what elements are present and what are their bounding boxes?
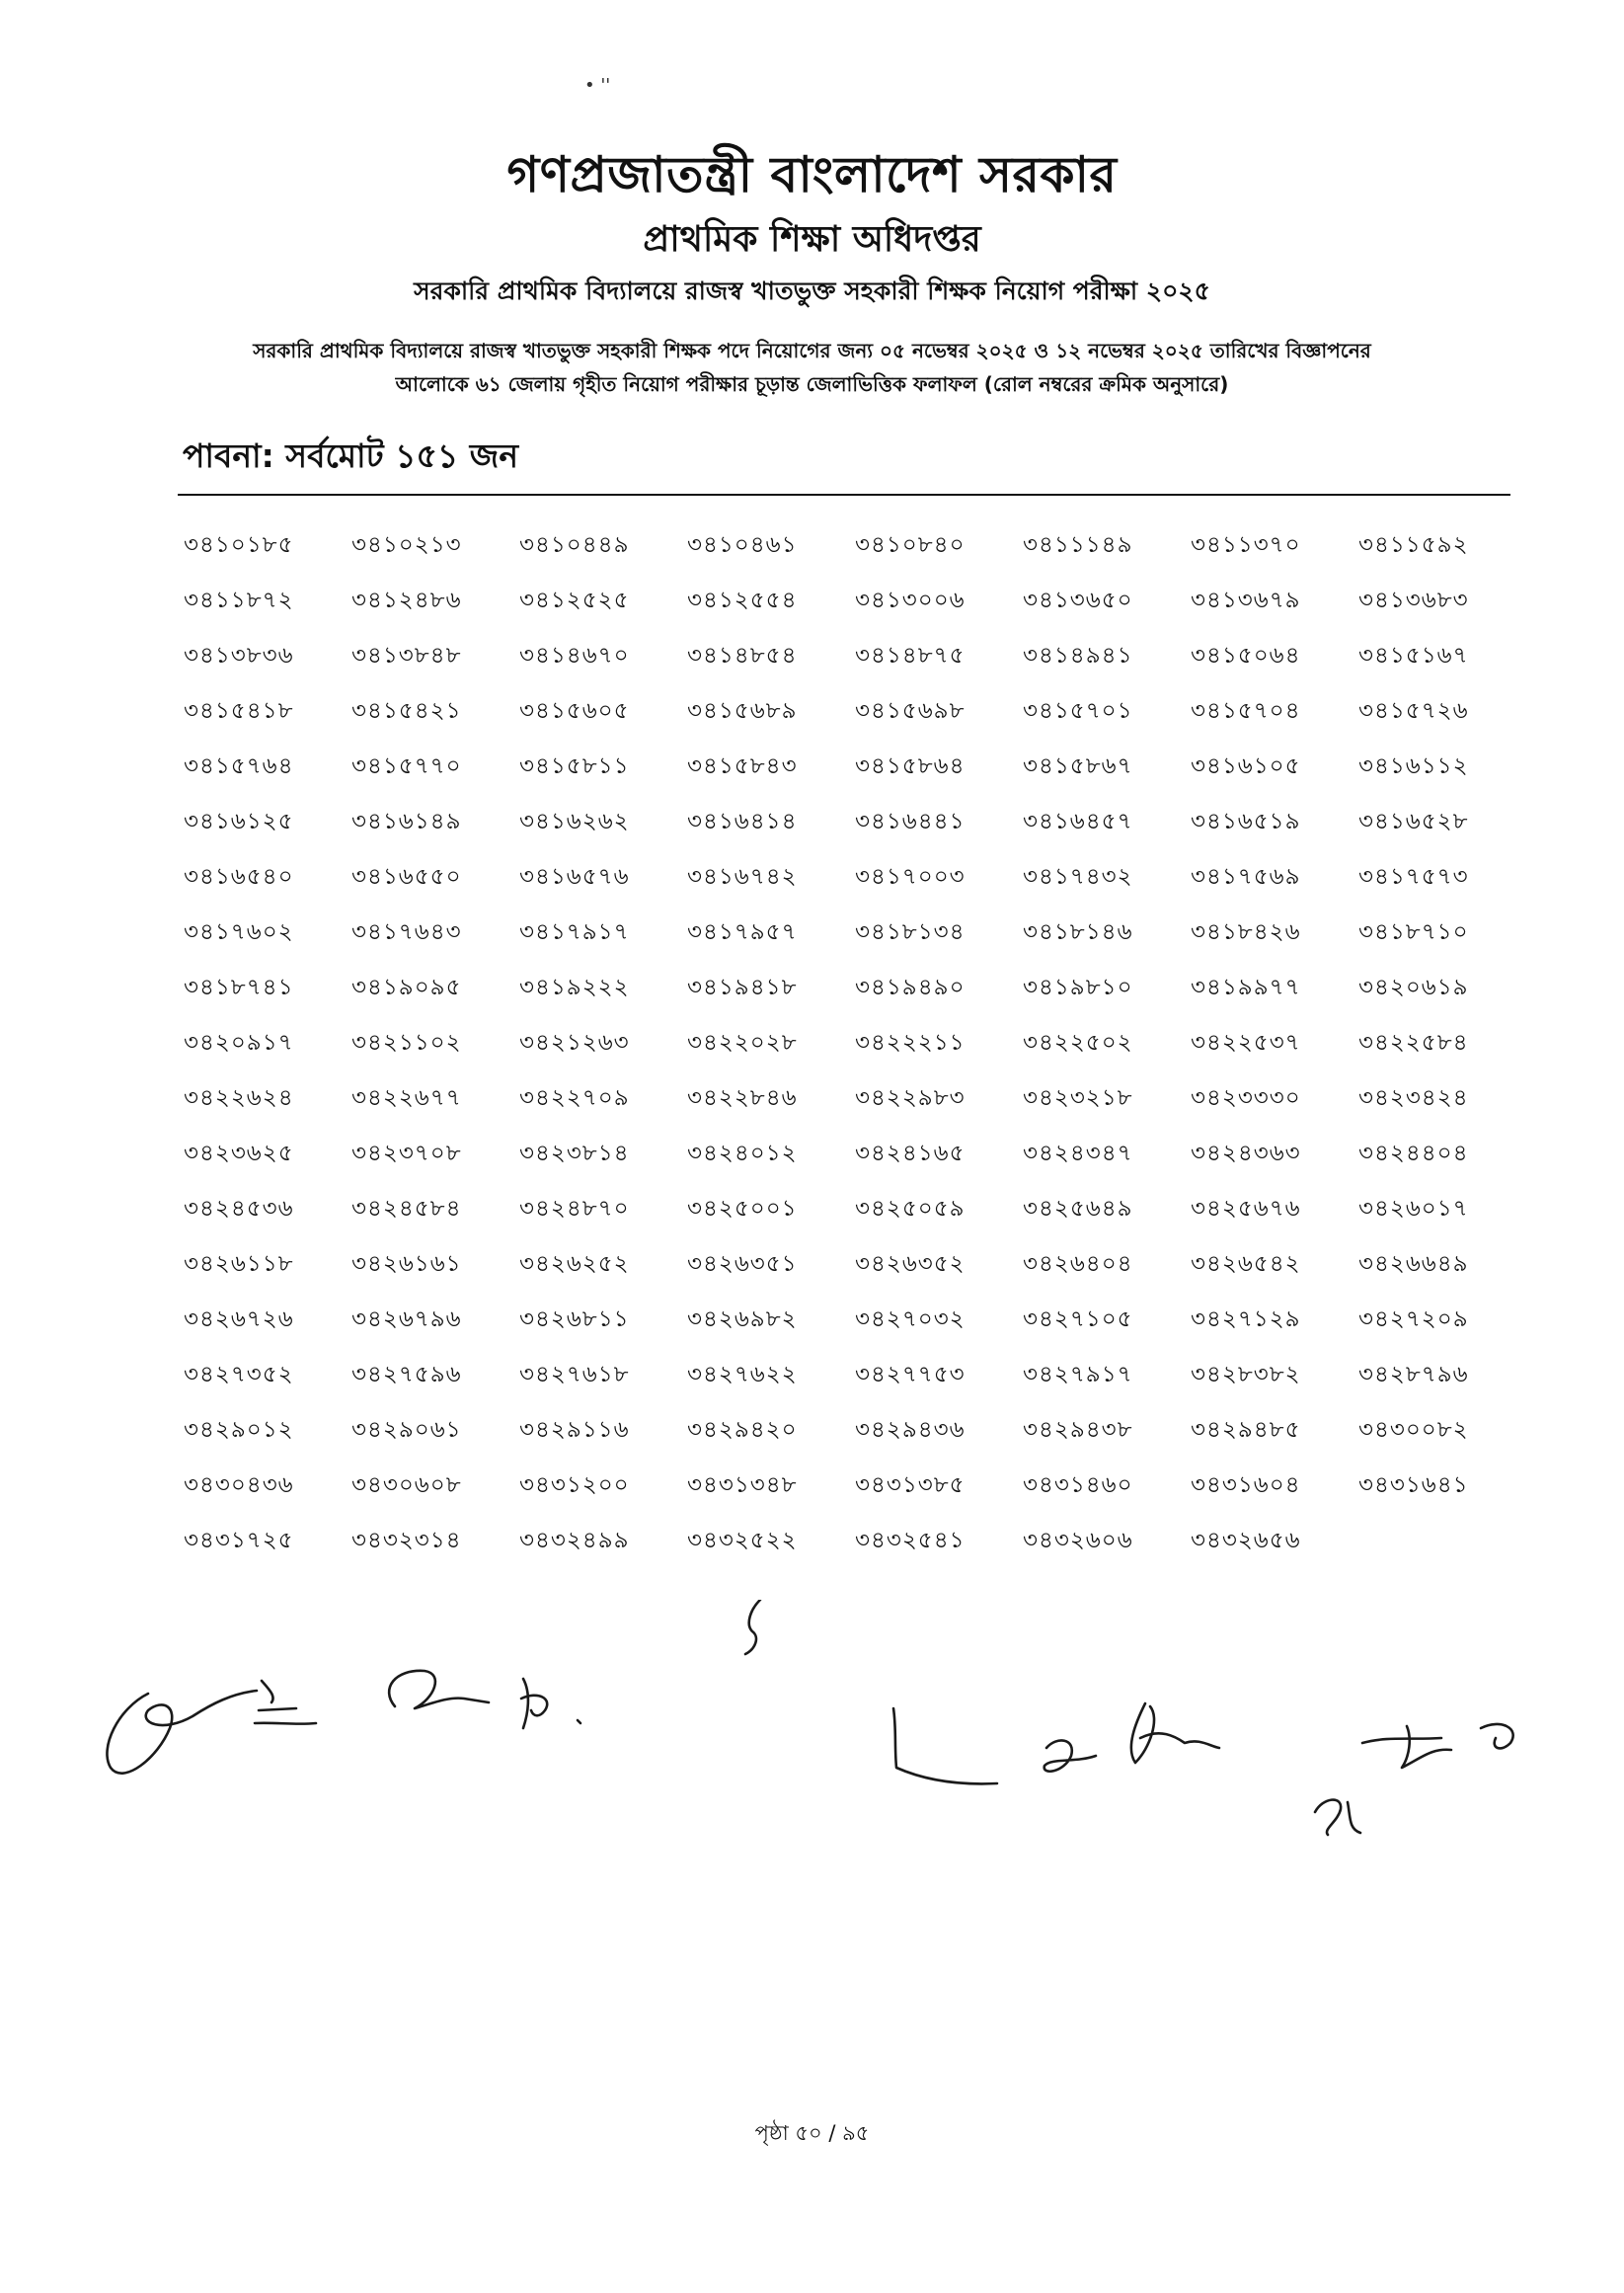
- roll-number: ৩৪২৫০৫৯: [855, 1196, 966, 1222]
- roll-number: ৩৪৩২৬০৬: [1023, 1528, 1133, 1553]
- roll-number: ৩৪১৫৮১১: [519, 753, 630, 779]
- roll-number: ৩৪১৭৫৭৩: [1358, 864, 1469, 890]
- roll-number: ৩৪১৫৬৮৯: [687, 698, 798, 724]
- roll-number: ৩৪১৪৯৪১: [1023, 643, 1133, 669]
- signature-8: [1131, 1703, 1219, 1763]
- roll-number: ৩৪২৯৪৩৬: [855, 1417, 966, 1443]
- roll-number: ৩৪৩২৬৫৬: [1191, 1528, 1301, 1553]
- roll-number: ৩৪১৭৯১৭: [519, 919, 630, 945]
- signature-1: [107, 1691, 257, 1774]
- roll-number: ৩৪৩০৬০৮: [351, 1472, 462, 1498]
- roll-number: ৩৪২৯৪২০: [687, 1417, 798, 1443]
- roll-number: ৩৪১১৫৯২: [1358, 532, 1469, 558]
- roll-number: ৩৪২৬৩৫২: [855, 1251, 966, 1277]
- roll-number: ৩৪২৪৫৩৬: [184, 1196, 294, 1222]
- roll-number: ৩৪১৫৭৬৪: [184, 753, 294, 779]
- roll-number: ৩৪২৯০৬১: [351, 1417, 462, 1443]
- roll-number: ৩৪২২৮৪৬: [687, 1085, 798, 1111]
- roll-number: ৩৪২৭৭৫৩: [855, 1362, 966, 1387]
- roll-number: ৩৪২১১০২: [351, 1030, 462, 1056]
- roll-number: ৩৪২৮৩৮২: [1191, 1362, 1301, 1387]
- roll-number: ৩৪৩১৩৮৫: [855, 1472, 966, 1498]
- signature-2: [255, 1681, 316, 1724]
- roll-number: ৩৪১৮৭১০: [1358, 919, 1469, 945]
- roll-number: ৩৪৩২৩১৪: [351, 1528, 462, 1553]
- roll-number: ৩৪৩১৬৪১: [1358, 1472, 1469, 1498]
- department-title: প্রাথমিক শিক্ষা অধিদপ্তর: [643, 219, 981, 260]
- roll-number: ৩৪২৩৪২৪: [1358, 1085, 1469, 1111]
- roll-number: ৩৪১৬১১২: [1358, 753, 1469, 779]
- government-title: গণপ্রজাতন্ত্রী বাংলাদেশ সরকার: [506, 146, 1118, 203]
- result-description-line-2: আলোকে ৬১ জেলায় গৃহীত নিয়োগ পরীক্ষার চূড়ান্ত জেলাভিত্তিক ফলাফল (রোল নম্বরের ক্রমিক অনুসারে): [395, 372, 1229, 396]
- signature-9: [1362, 1724, 1513, 1768]
- roll-number: ৩৪২৪৩৪৭: [1023, 1141, 1133, 1166]
- roll-number: ৩৪১৬৪৫৭: [1023, 809, 1133, 834]
- roll-number: ৩৪২৭০৩২: [855, 1306, 966, 1332]
- roll-number: ৩৪৩১৭২৫: [184, 1528, 294, 1553]
- roll-number: ৩৪১৬১০৫: [1191, 753, 1301, 779]
- roll-number: ৩৪১৮৪২৬: [1191, 919, 1301, 945]
- roll-number: ৩৪১৫৬০৫: [519, 698, 630, 724]
- roll-number: ৩৪১৭৬৪৩: [351, 919, 462, 945]
- roll-number: ৩৪১৬২৬২: [519, 809, 630, 834]
- roll-number: ৩৪১১১৪৯: [1023, 532, 1133, 558]
- roll-number: ৩৪১৫৪২১: [351, 698, 462, 724]
- roll-number: ৩৪৩১২০০: [519, 1472, 630, 1498]
- roll-number: ৩৪১৮১৪৬: [1023, 919, 1133, 945]
- roll-number: ৩৪১৫৭২৬: [1358, 698, 1469, 724]
- roll-number: ৩৪২২৭০৯: [519, 1085, 630, 1111]
- roll-number: ৩৪২৭১২৯: [1191, 1306, 1301, 1332]
- roll-number: ৩৪৩১৬০৪: [1191, 1472, 1301, 1498]
- roll-number: ৩৪২১২৬৩: [519, 1030, 630, 1056]
- roll-number: ৩৪১৫৮৬৭: [1023, 753, 1133, 779]
- roll-number: ৩৪২৬১৬১: [351, 1251, 462, 1277]
- roll-number: ৩৪১৪৬৭০: [519, 643, 630, 669]
- roll-number: ৩৪১৪৮৭৫: [855, 643, 966, 669]
- roll-number: ৩৪২৬৪০৪: [1023, 1251, 1133, 1277]
- exam-title: সরকারি প্রাথমিক বিদ্যালয়ে রাজস্ব খাতভুক্ত সহকারী শিক্ষক নিয়োগ পরীক্ষা ২০২৫: [414, 277, 1210, 305]
- roll-number: ৩৪২৯০১২: [184, 1417, 294, 1443]
- roll-number: ৩৪১৫৮৬৪: [855, 753, 966, 779]
- roll-number: ৩৪১৩৬৭৯: [1191, 588, 1301, 613]
- roll-number: ৩৪১৩০০৬: [855, 588, 966, 613]
- roll-number: ৩৪১০৪৬১: [687, 532, 798, 558]
- roll-number: ৩৪১৫৮৪৩: [687, 753, 798, 779]
- roll-number: ৩৪১৮১৩৪: [855, 919, 966, 945]
- roll-number: ৩৪৩১৩৪৮: [687, 1472, 798, 1498]
- roll-number: ৩৪১২৫২৫: [519, 588, 630, 613]
- signature-10: [1315, 1800, 1360, 1835]
- roll-number: ৩৪২৭৯১৭: [1023, 1362, 1133, 1387]
- roll-number: ৩৪১৬৭৪২: [687, 864, 798, 890]
- roll-number: ৩৪২৫৬৭৬: [1191, 1196, 1301, 1222]
- roll-number: ৩৪২৭৩৫২: [184, 1362, 294, 1387]
- roll-number: ৩৪২২০২৮: [687, 1030, 798, 1056]
- roll-number: ৩৪১৫৭৭০: [351, 753, 462, 779]
- page-number: পৃষ্ঠা ৫০ / ৯৫: [754, 2121, 870, 2145]
- roll-number: ৩৪১৯৪৯০: [855, 975, 966, 1000]
- roll-number: ৩৪১৩৬৫০: [1023, 588, 1133, 613]
- roll-number: ৩৪২৩৬২৫: [184, 1141, 294, 1166]
- roll-number: ৩৪১৬৫৪০: [184, 864, 294, 890]
- roll-number: ৩৪১৩৮৩৬: [184, 643, 294, 669]
- roll-number: ৩৪২২৬২৪: [184, 1085, 294, 1111]
- roll-number: ৩৪১৬৫২৮: [1358, 809, 1469, 834]
- roll-number: ৩৪১৬১৪৯: [351, 809, 462, 834]
- signature-3: [389, 1671, 489, 1708]
- result-description: [148, 334, 1476, 401]
- roll-number: ৩৪১৬৫৫০: [351, 864, 462, 890]
- roll-number: ৩৪১১৩৭০: [1191, 532, 1301, 558]
- roll-number: ৩৪১২৫৫৪: [687, 588, 798, 613]
- roll-number-grid: [184, 531, 1546, 1582]
- result-description-line-1: সরকারি প্রাথমিক বিদ্যালয়ে রাজস্ব খাতভুক্ত সহকারী শিক্ষক পদে নিয়োগের জন্য ০৫ নভেম্বর ২০২৫ ও ১২ নভেম্বর ২০২৫ তারিখের বিজ্ঞাপনের: [253, 339, 1371, 362]
- roll-number: ৩৪২৬৫৪২: [1191, 1251, 1301, 1277]
- roll-number: ৩৪২৪৪০৪: [1358, 1141, 1469, 1166]
- roll-number: ৩৪২৫০০১: [687, 1196, 798, 1222]
- roll-number: ৩৪১৭৬০২: [184, 919, 294, 945]
- roll-number: ৩৪১৯২২২: [519, 975, 630, 1000]
- roll-number: ৩৪১৫১৬৭: [1358, 643, 1469, 669]
- signature-7: [1044, 1740, 1096, 1771]
- roll-number: ৩৪২২৫৩৭: [1191, 1030, 1301, 1056]
- roll-number: ৩৪২৬৮১১: [519, 1306, 630, 1332]
- roll-number: ৩৪১৯৯৭৭: [1191, 975, 1301, 1000]
- roll-number: ৩৪২৬৩৫১: [687, 1251, 798, 1277]
- roll-number: ৩৪২৩৩৩০: [1191, 1085, 1301, 1111]
- roll-number: ৩৪১৬৫১৯: [1191, 809, 1301, 834]
- roll-number: ৩৪১৬৪৪১: [855, 809, 966, 834]
- roll-number: ৩৪১০২১৩: [351, 532, 462, 558]
- roll-number: ৩৪১৫৭০৪: [1191, 698, 1301, 724]
- roll-number: ৩৪১০৮৪০: [855, 532, 966, 558]
- roll-number: ৩৪১৭৪৩২: [1023, 864, 1133, 890]
- roll-number: ৩৪১৯৮১০: [1023, 975, 1133, 1000]
- signatures-area: [0, 1600, 1624, 1837]
- roll-number: ৩৪১৫৪১৮: [184, 698, 294, 724]
- roll-number: ৩৪৩০৪৩৬: [184, 1472, 294, 1498]
- roll-number: ৩৪১১৮৭২: [184, 588, 294, 613]
- roll-number: ৩৪২৩২১৮: [1023, 1085, 1133, 1111]
- roll-number: ৩৪১৬১২৫: [184, 809, 294, 834]
- roll-number: ৩৪১০১৮৫: [184, 532, 294, 558]
- roll-number: ৩৪২৬০১৭: [1358, 1196, 1469, 1222]
- roll-number: ৩৪২২৫৮৪: [1358, 1030, 1469, 1056]
- roll-number: ৩৪১৩৮৪৮: [351, 643, 462, 669]
- roll-number: ৩৪১৬৫৭৬: [519, 864, 630, 890]
- roll-number: ৩৪৩২৪৯৯: [519, 1528, 630, 1553]
- roll-number: ৩৪২৭৬২২: [687, 1362, 798, 1387]
- roll-number: ৩৪২৬২৫২: [519, 1251, 630, 1277]
- roll-number: ৩৪২৪৮৭০: [519, 1196, 630, 1222]
- roll-number: ৩৪২৭২০৯: [1358, 1306, 1469, 1332]
- roll-number: ৩৪১৫৭০১: [1023, 698, 1133, 724]
- roll-number: ৩৪১৭৯৫৭: [687, 919, 798, 945]
- roll-number: ৩৪২৯৪৩৮: [1023, 1417, 1133, 1443]
- roll-number: ৩৪১৩৬৮৩: [1358, 588, 1469, 613]
- roll-number: ৩৪১৯০৯৫: [351, 975, 462, 1000]
- roll-number: ৩৪৩২৫৪১: [855, 1528, 966, 1553]
- roll-number: ৩৪২০৯১৭: [184, 1030, 294, 1056]
- roll-number: ৩৪২২৬৭৭: [351, 1085, 462, 1111]
- roll-number: ৩৪২৬১১৮: [184, 1251, 294, 1277]
- district-heading: পাবনা: সর্বমোট ১৫১ জন: [183, 436, 519, 475]
- heading-divider: [178, 494, 1510, 496]
- roll-number: ৩৪২৬৬৪৯: [1358, 1251, 1469, 1277]
- roll-number: ৩৪১০৪৪৯: [519, 532, 630, 558]
- signature-6: [893, 1708, 997, 1783]
- roll-number: ৩৪২৩৭০৮: [351, 1141, 462, 1166]
- roll-number: ৩৪২২২১১: [855, 1030, 966, 1056]
- roll-number: ৩৪২৬৭২৬: [184, 1306, 294, 1332]
- roll-number: ৩৪২৪৫৮৪: [351, 1196, 462, 1222]
- roll-number: ৩৪১২৪৮৬: [351, 588, 462, 613]
- roll-number: ৩৪২৬৭৯৬: [351, 1306, 462, 1332]
- roll-number: ৩৪২২৫০২: [1023, 1030, 1133, 1056]
- roll-number: ৩৪১৫৬৯৮: [855, 698, 966, 724]
- roll-number: ৩৪১৯৪১৮: [687, 975, 798, 1000]
- roll-number: ৩৪২৪৩৬৩: [1191, 1141, 1301, 1166]
- roll-number: ৩৪১৭৫৬৯: [1191, 864, 1301, 890]
- roll-number: ৩৪৩১৪৬০: [1023, 1472, 1133, 1498]
- roll-number: ৩৪৩২৫২২: [687, 1528, 798, 1553]
- roll-number: ৩৪২৮৭৯৬: [1358, 1362, 1469, 1387]
- stray-mark: • '': [584, 75, 611, 96]
- roll-number: ৩৪২৯১১৬: [519, 1417, 630, 1443]
- roll-number: ৩৪২০৬১৯: [1358, 975, 1469, 1000]
- signature-5: [745, 1600, 760, 1654]
- roll-number: ৩৪২৫৬৪৯: [1023, 1196, 1133, 1222]
- roll-number: ৩৪১৭০০৩: [855, 864, 966, 890]
- roll-number: ৩৪২৩৮১৪: [519, 1141, 630, 1166]
- signature-4: [521, 1679, 580, 1728]
- roll-number: ৩৪২৭৫৯৬: [351, 1362, 462, 1387]
- roll-number: ৩৪২৬৯৮২: [687, 1306, 798, 1332]
- roll-number: ৩৪২৭১০৫: [1023, 1306, 1133, 1332]
- roll-number: ৩৪১৫০৬৪: [1191, 643, 1301, 669]
- roll-number: ৩৪২৯৪৮৫: [1191, 1417, 1301, 1443]
- roll-number: ৩৪২৪০১২: [687, 1141, 798, 1166]
- roll-number: ৩৪১৬৪১৪: [687, 809, 798, 834]
- roll-number: ৩৪১৮৭৪১: [184, 975, 294, 1000]
- roll-number: ৩৪১৪৮৫৪: [687, 643, 798, 669]
- roll-number: ৩৪৩০০৮২: [1358, 1417, 1469, 1443]
- roll-number: ৩৪২২৯৮৩: [855, 1085, 966, 1111]
- roll-number: ৩৪২৪১৬৫: [855, 1141, 966, 1166]
- roll-number: ৩৪২৭৬১৮: [519, 1362, 630, 1387]
